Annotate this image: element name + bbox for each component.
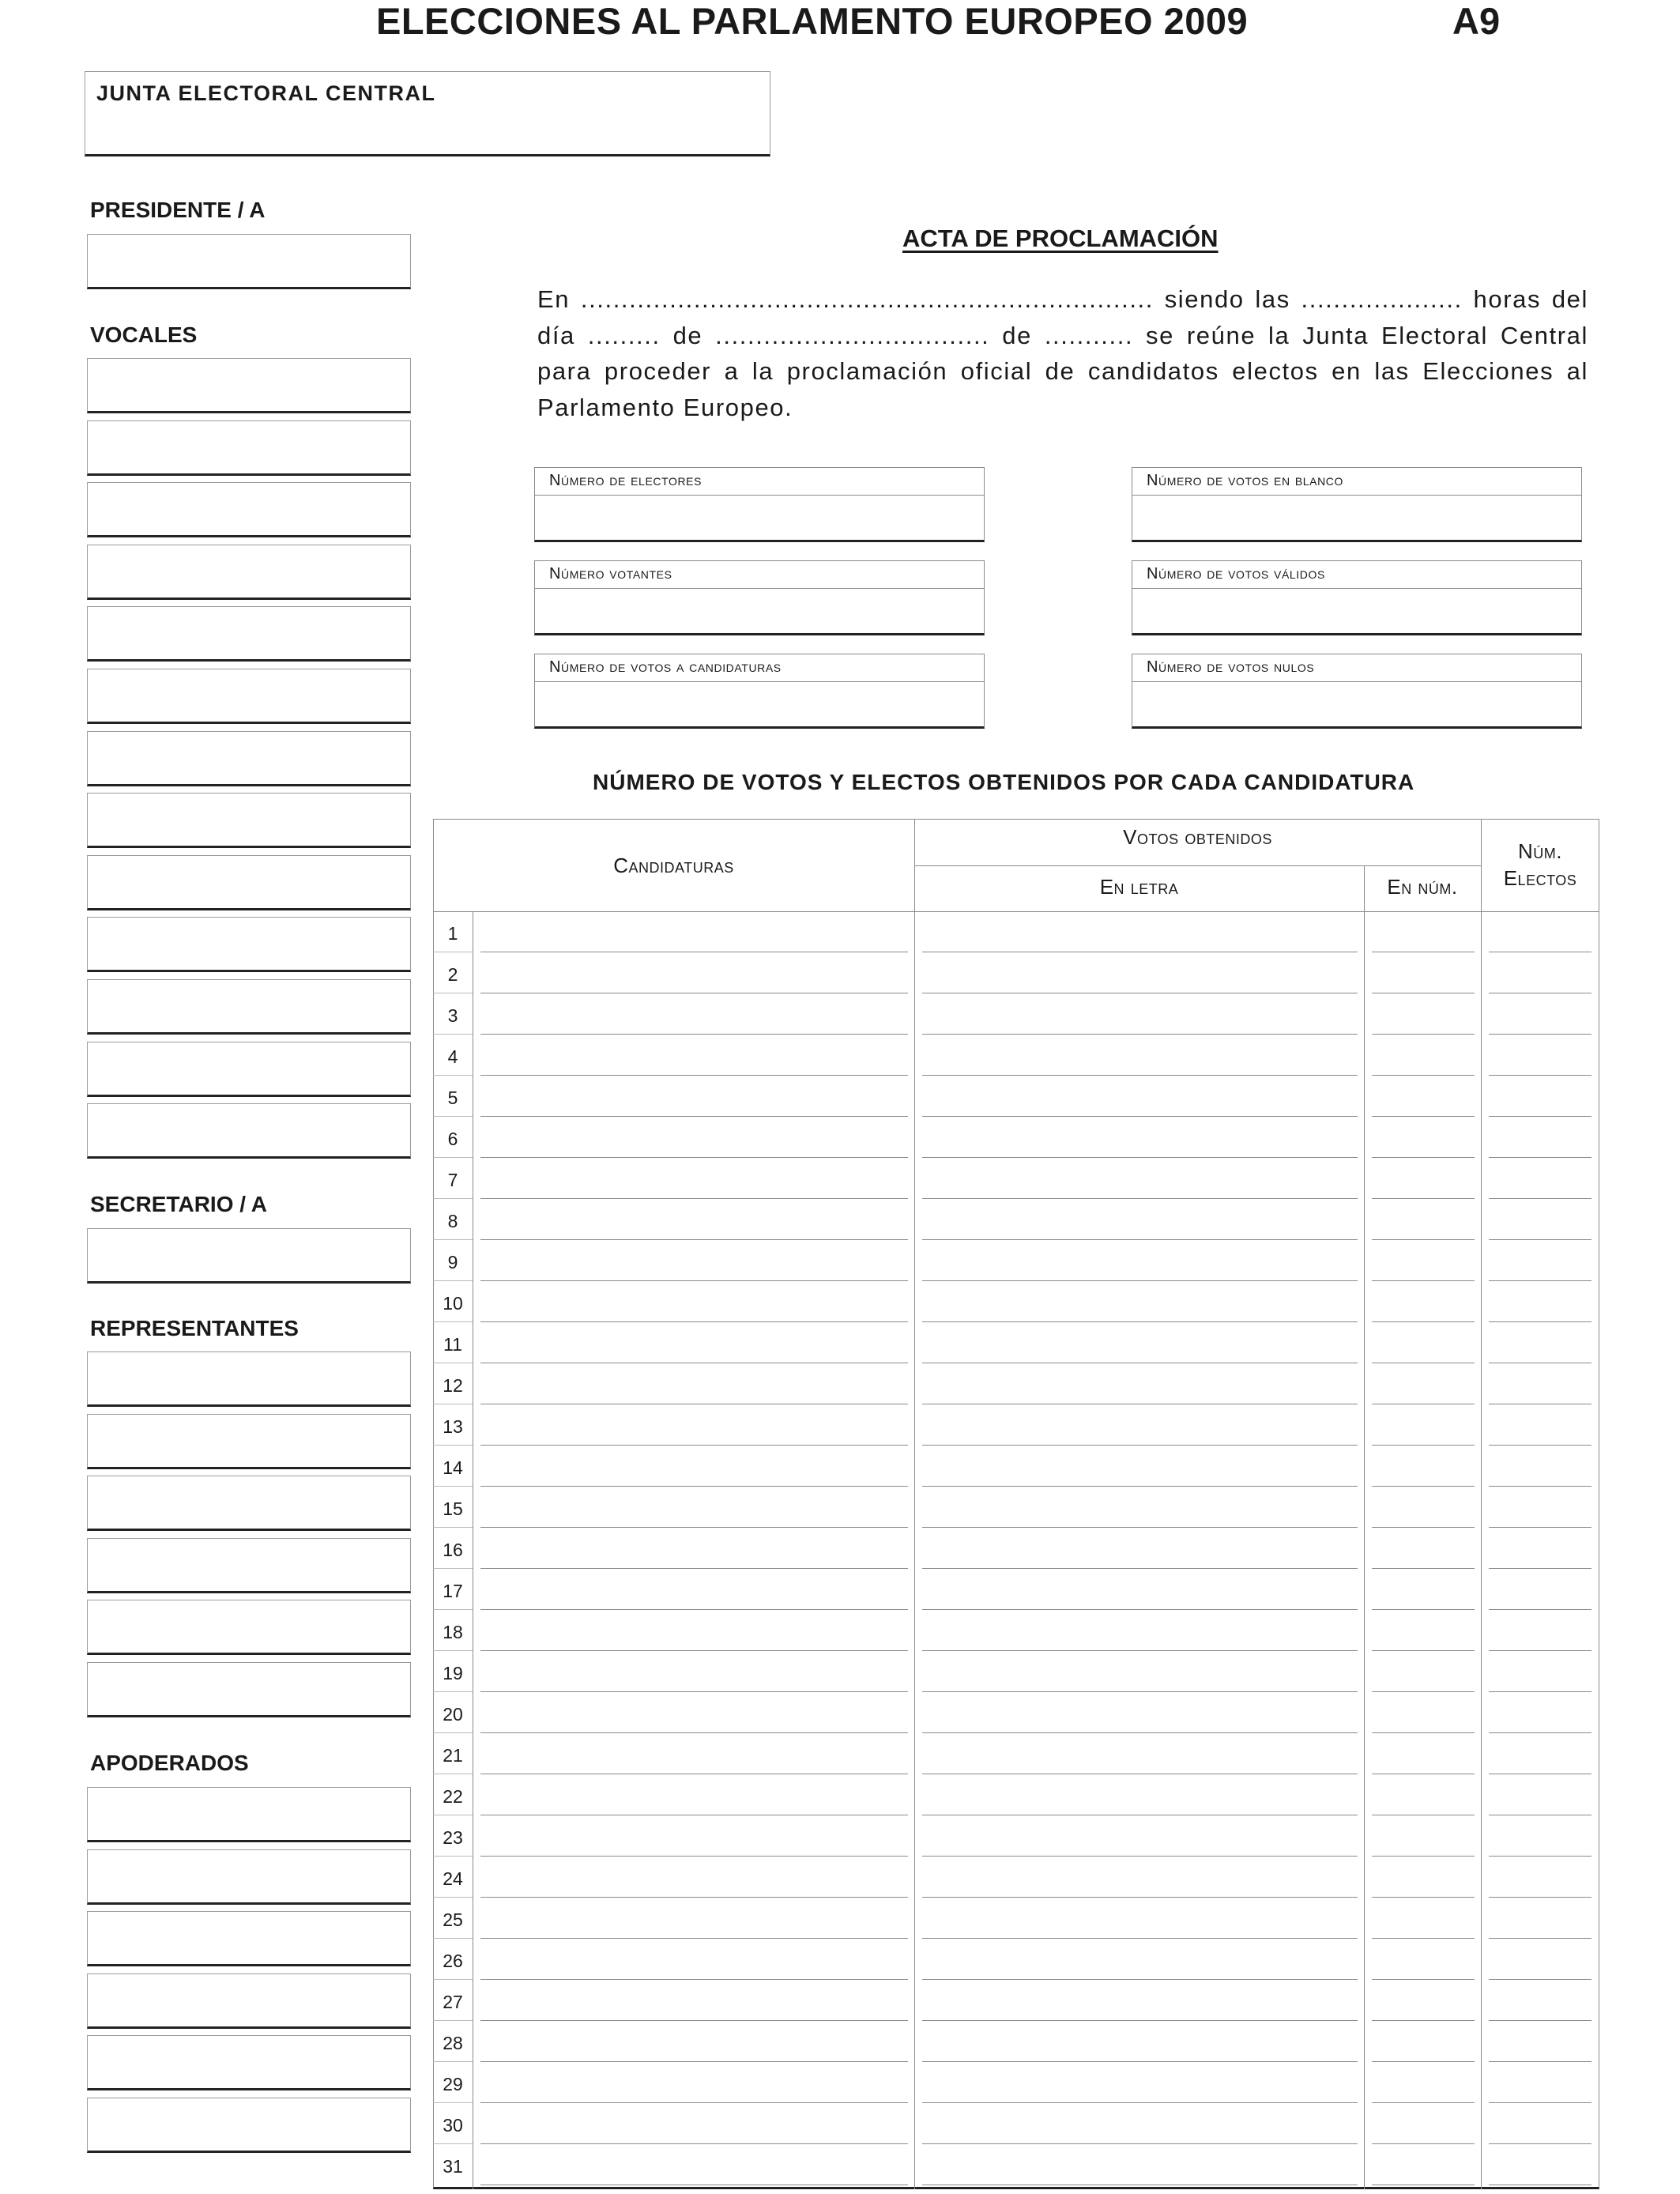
acta-paragraph: En ....................................................................... siendo las .................... horas del día ......... de .................................. de ........... se reúne la Junta Electoral Central para proceder a la proclamación oficial de candidatos electos en las Elecciones al Parlamento Europeo. (537, 285, 1588, 421)
apoderado-field[interactable] (87, 1973, 411, 2029)
electores-label: Número de electores (535, 468, 984, 496)
vocal-field[interactable] (87, 917, 411, 972)
en-letra-cell[interactable] (922, 2024, 1358, 2062)
form-code: A9 (1452, 0, 1501, 42)
votos-candidaturas-field[interactable] (534, 654, 985, 729)
en-letra-cell[interactable] (922, 1202, 1358, 1240)
num-electos-cell[interactable] (1489, 1243, 1591, 1281)
vocal-field[interactable] (87, 1042, 411, 1097)
en-num-cell[interactable] (1372, 1161, 1475, 1199)
candidatura-cell[interactable] (480, 1736, 908, 1774)
candidatura-cell[interactable] (480, 1777, 908, 1815)
representantes-label: REPRESENTANTES (90, 1316, 299, 1340)
apoderado-field[interactable] (87, 1849, 411, 1905)
table-row (433, 2144, 1599, 2185)
header-en-num: En núm. (1387, 875, 1458, 899)
header-num-electos-line2: Electos (1503, 866, 1577, 890)
num-electos-cell[interactable] (1489, 1325, 1591, 1363)
candidatura-cell[interactable] (480, 1901, 908, 1939)
table-row (433, 1035, 1599, 1076)
electores-field[interactable] (534, 467, 985, 542)
en-num-cell[interactable] (1372, 1408, 1475, 1446)
num-electos-cell[interactable] (1489, 1613, 1591, 1651)
row-number: 25 (443, 1909, 463, 1930)
row-number: 24 (443, 1868, 463, 1889)
vocal-field[interactable] (87, 855, 411, 910)
en-num-cell[interactable] (1372, 1038, 1475, 1076)
en-letra-cell[interactable] (922, 1777, 1358, 1815)
candidatura-cell[interactable] (480, 956, 908, 993)
document-title: ELECCIONES AL PARLAMENTO EUROPEO 2009 (376, 0, 1249, 42)
candidatura-cell[interactable] (480, 1079, 908, 1117)
table-row (433, 1281, 1599, 1322)
table-row (433, 1117, 1599, 1158)
num-electos-cell[interactable] (1489, 1983, 1591, 2021)
candidatura-cell[interactable] (480, 1284, 908, 1322)
num-electos-cell[interactable] (1489, 997, 1591, 1035)
votos-blanco-label: Número de votos en blanco (1132, 468, 1581, 496)
en-letra-cell[interactable] (922, 1079, 1358, 1117)
en-letra-cell[interactable] (922, 1860, 1358, 1898)
table-row (433, 1569, 1599, 1610)
en-letra-cell[interactable] (922, 1449, 1358, 1487)
table-row (433, 993, 1599, 1035)
votantes-field[interactable] (534, 560, 985, 635)
table-row (433, 2103, 1599, 2144)
num-electos-cell[interactable] (1489, 2024, 1591, 2062)
en-letra-cell[interactable] (922, 1408, 1358, 1446)
vocal-field[interactable] (87, 606, 411, 662)
candidatura-cell[interactable] (480, 1367, 908, 1404)
table-row (433, 1487, 1599, 1528)
en-num-cell[interactable] (1372, 1284, 1475, 1322)
en-num-cell[interactable] (1372, 1202, 1475, 1240)
votos-nulos-label: Número de votos nulos (1132, 654, 1581, 682)
candidatura-cell[interactable] (480, 1531, 908, 1569)
presidente-field[interactable] (87, 234, 411, 289)
header-candidaturas: Candidaturas (613, 854, 734, 877)
en-num-cell[interactable] (1372, 1736, 1475, 1774)
table-row (433, 1240, 1599, 1281)
candidatura-cell[interactable] (480, 1695, 908, 1733)
en-letra-cell[interactable] (922, 956, 1358, 993)
num-electos-cell[interactable] (1489, 1942, 1591, 1980)
en-letra-cell[interactable] (922, 1243, 1358, 1281)
en-num-cell[interactable] (1372, 914, 1475, 952)
num-electos-cell[interactable] (1489, 1901, 1591, 1939)
table-row (433, 1076, 1599, 1117)
candidatura-cell[interactable] (480, 2147, 908, 2185)
en-letra-cell[interactable] (922, 1284, 1358, 1322)
en-letra-cell[interactable] (922, 1901, 1358, 1939)
table-row (433, 1898, 1599, 1939)
num-electos-cell[interactable] (1489, 1736, 1591, 1774)
en-num-cell[interactable] (1372, 1572, 1475, 1610)
num-electos-cell[interactable] (1489, 1572, 1591, 1610)
en-letra-cell[interactable] (922, 1120, 1358, 1158)
header-en-letra: En letra (1099, 875, 1179, 899)
en-num-cell[interactable] (1372, 2147, 1475, 2185)
en-num-cell[interactable] (1372, 1243, 1475, 1281)
candidatura-cell[interactable] (480, 1654, 908, 1692)
row-number: 9 (447, 1252, 458, 1272)
table-row (433, 1651, 1599, 1692)
en-num-cell[interactable] (1372, 1079, 1475, 1117)
num-electos-cell[interactable] (1489, 1367, 1591, 1404)
candidatura-cell[interactable] (480, 2065, 908, 2103)
num-electos-cell[interactable] (1489, 1161, 1591, 1199)
candidatura-cell[interactable] (480, 1942, 908, 1980)
table-row (433, 1610, 1599, 1651)
en-letra-cell[interactable] (922, 1983, 1358, 2021)
row-number: 31 (443, 2156, 463, 2177)
votos-candidaturas-label: Número de votos a candidaturas (535, 654, 984, 682)
acta-title: ACTA DE PROCLAMACIÓN (902, 224, 1219, 252)
candidatura-cell[interactable] (480, 1243, 908, 1281)
en-num-cell[interactable] (1372, 1983, 1475, 2021)
table-row (433, 1446, 1599, 1487)
row-number: 16 (443, 1540, 463, 1560)
en-num-cell[interactable] (1372, 2065, 1475, 2103)
row-number: 3 (447, 1005, 458, 1026)
num-electos-cell[interactable] (1489, 1120, 1591, 1158)
junta-electoral-box[interactable] (85, 71, 770, 156)
num-electos-cell[interactable] (1489, 1284, 1591, 1322)
votos-blanco-field[interactable] (1132, 467, 1582, 542)
num-electos-cell[interactable] (1489, 914, 1591, 952)
votantes-label: Número votantes (535, 561, 984, 589)
table-row (433, 1939, 1599, 1980)
row-number: 27 (443, 1992, 463, 2012)
en-letra-cell[interactable] (922, 1367, 1358, 1404)
candidatura-cell[interactable] (480, 1161, 908, 1199)
num-electos-cell[interactable] (1489, 1079, 1591, 1117)
en-letra-cell[interactable] (922, 1736, 1358, 1774)
table-row (433, 1528, 1599, 1569)
table-row (433, 1363, 1599, 1404)
num-electos-cell[interactable] (1489, 1408, 1591, 1446)
header-num-electos-line1: Núm. (1518, 839, 1562, 863)
table-row (433, 1733, 1599, 1774)
en-num-cell[interactable] (1372, 1531, 1475, 1569)
en-letra-cell[interactable] (922, 1038, 1358, 1076)
row-number: 5 (447, 1088, 458, 1108)
vocal-field[interactable] (87, 793, 411, 848)
en-num-cell[interactable] (1372, 1449, 1475, 1487)
row-number: 19 (443, 1663, 463, 1683)
row-number: 13 (443, 1416, 463, 1437)
vocal-field[interactable] (87, 545, 411, 600)
en-letra-cell[interactable] (922, 2065, 1358, 2103)
en-num-cell[interactable] (1372, 1695, 1475, 1733)
junta-electoral-label: JUNTA ELECTORAL CENTRAL (96, 81, 436, 105)
row-number: 30 (443, 2115, 463, 2136)
row-number: 28 (443, 2033, 463, 2053)
num-electos-cell[interactable] (1489, 1531, 1591, 1569)
row-number: 11 (443, 1334, 462, 1355)
en-num-cell[interactable] (1372, 1490, 1475, 1528)
table-row (433, 1158, 1599, 1199)
candidatura-cell[interactable] (480, 1202, 908, 1240)
table-row (433, 1815, 1599, 1857)
table-row (433, 1980, 1599, 2021)
votos-validos-label: Número de votos válidos (1132, 561, 1581, 589)
row-number: 10 (443, 1293, 463, 1314)
vocal-field[interactable] (87, 669, 411, 724)
candidatura-cell[interactable] (480, 1449, 908, 1487)
en-letra-cell[interactable] (922, 2147, 1358, 2185)
table-title: NÚMERO DE VOTOS Y ELECTOS OBTENIDOS POR CADA CANDIDATURA (593, 770, 1415, 794)
table-row (433, 1322, 1599, 1363)
vocal-field[interactable] (87, 358, 411, 413)
representante-field[interactable] (87, 1414, 411, 1469)
en-num-cell[interactable] (1372, 1860, 1475, 1898)
num-electos-cell[interactable] (1489, 2106, 1591, 2144)
row-number: 22 (443, 1786, 463, 1807)
en-letra-cell[interactable] (922, 997, 1358, 1035)
en-num-cell[interactable] (1372, 2024, 1475, 2062)
candidatura-cell[interactable] (480, 1038, 908, 1076)
row-number: 2 (447, 964, 458, 985)
row-number: 4 (447, 1046, 458, 1067)
candidatura-cell[interactable] (480, 1325, 908, 1363)
table-row (433, 1199, 1599, 1240)
en-num-cell[interactable] (1372, 1901, 1475, 1939)
candidatura-cell[interactable] (480, 1120, 908, 1158)
row-number: 15 (443, 1498, 463, 1519)
table-row (433, 1857, 1599, 1898)
row-number: 7 (447, 1170, 458, 1190)
row-number: 17 (443, 1581, 463, 1601)
candidatura-cell[interactable] (480, 1408, 908, 1446)
en-num-cell[interactable] (1372, 1325, 1475, 1363)
en-letra-cell[interactable] (922, 1572, 1358, 1610)
candidaturas-table (433, 819, 1599, 2189)
en-letra-cell[interactable] (922, 1325, 1358, 1363)
candidatura-cell[interactable] (480, 1860, 908, 1898)
num-electos-cell[interactable] (1489, 2065, 1591, 2103)
vocal-field[interactable] (87, 979, 411, 1035)
representante-field[interactable] (87, 1476, 411, 1531)
num-electos-cell[interactable] (1489, 1202, 1591, 1240)
num-electos-cell[interactable] (1489, 1654, 1591, 1692)
table-row (433, 1404, 1599, 1446)
en-letra-cell[interactable] (922, 1942, 1358, 1980)
table-row (433, 952, 1599, 993)
en-num-cell[interactable] (1372, 1654, 1475, 1692)
row-number: 1 (447, 923, 458, 944)
representante-field[interactable] (87, 1351, 411, 1407)
en-letra-cell[interactable] (922, 2106, 1358, 2144)
table-row (433, 1692, 1599, 1733)
representante-field[interactable] (87, 1538, 411, 1593)
vocal-field[interactable] (87, 482, 411, 537)
row-number: 18 (443, 1622, 463, 1642)
en-letra-cell[interactable] (922, 1531, 1358, 1569)
table-row (433, 2021, 1599, 2062)
en-letra-cell[interactable] (922, 1490, 1358, 1528)
row-number: 26 (443, 1951, 463, 1971)
votos-validos-field[interactable] (1132, 560, 1582, 635)
row-number: 23 (443, 1827, 463, 1848)
vocal-field[interactable] (87, 1103, 411, 1159)
apoderado-field[interactable] (87, 1911, 411, 1966)
num-electos-cell[interactable] (1489, 1449, 1591, 1487)
candidatura-cell[interactable] (480, 914, 908, 952)
vocales-label: VOCALES (90, 322, 198, 347)
candidatura-cell[interactable] (480, 1983, 908, 2021)
en-num-cell[interactable] (1372, 956, 1475, 993)
representante-field[interactable] (87, 1662, 411, 1717)
apoderado-field[interactable] (87, 2035, 411, 2090)
num-electos-cell[interactable] (1489, 1777, 1591, 1815)
candidatura-cell[interactable] (480, 2106, 908, 2144)
en-num-cell[interactable] (1372, 1367, 1475, 1404)
candidatura-cell[interactable] (480, 1490, 908, 1528)
candidatura-cell[interactable] (480, 997, 908, 1035)
vocal-field[interactable] (87, 420, 411, 476)
vocal-field[interactable] (87, 731, 411, 786)
representante-field[interactable] (87, 1600, 411, 1655)
num-electos-cell[interactable] (1489, 1695, 1591, 1733)
table-row (433, 2062, 1599, 2103)
num-electos-cell[interactable] (1489, 1490, 1591, 1528)
en-num-cell[interactable] (1372, 997, 1475, 1035)
num-electos-cell[interactable] (1489, 1860, 1591, 1898)
candidatura-cell[interactable] (480, 2024, 908, 2062)
en-letra-cell[interactable] (922, 1161, 1358, 1199)
row-number: 12 (443, 1375, 463, 1396)
en-num-cell[interactable] (1372, 1819, 1475, 1857)
en-letra-cell[interactable] (922, 1695, 1358, 1733)
candidatura-cell[interactable] (480, 1819, 908, 1857)
en-num-cell[interactable] (1372, 1613, 1475, 1651)
apoderados-label: APODERADOS (90, 1751, 249, 1775)
apoderado-field[interactable] (87, 2098, 411, 2153)
en-num-cell[interactable] (1372, 1942, 1475, 1980)
en-letra-cell[interactable] (922, 1654, 1358, 1692)
table-row (433, 911, 1599, 952)
secretario-label: SECRETARIO / A (90, 1192, 268, 1216)
header-votos-obtenidos: Votos obtenidos (1123, 825, 1272, 849)
candidatura-cell[interactable] (480, 1613, 908, 1651)
en-letra-cell[interactable] (922, 914, 1358, 952)
num-electos-cell[interactable] (1489, 956, 1591, 993)
en-num-cell[interactable] (1372, 2106, 1475, 2144)
presidente-label: PRESIDENTE / A (90, 198, 266, 222)
secretario-field[interactable] (87, 1228, 411, 1284)
row-number: 14 (443, 1457, 463, 1478)
en-letra-cell[interactable] (922, 1819, 1358, 1857)
table-row (433, 1774, 1599, 1815)
row-number: 6 (447, 1129, 458, 1149)
en-letra-cell[interactable] (922, 1613, 1358, 1651)
en-num-cell[interactable] (1372, 1777, 1475, 1815)
row-number: 29 (443, 2074, 463, 2094)
row-number: 21 (443, 1745, 463, 1766)
num-electos-cell[interactable] (1489, 2147, 1591, 2185)
num-electos-cell[interactable] (1489, 1038, 1591, 1076)
en-num-cell[interactable] (1372, 1120, 1475, 1158)
row-number: 8 (447, 1211, 458, 1231)
num-electos-cell[interactable] (1489, 1819, 1591, 1857)
row-number: 20 (443, 1704, 463, 1725)
apoderado-field[interactable] (87, 1787, 411, 1842)
votos-nulos-field[interactable] (1132, 654, 1582, 729)
header-num-electos (1481, 838, 1599, 892)
candidatura-cell[interactable] (480, 1572, 908, 1610)
